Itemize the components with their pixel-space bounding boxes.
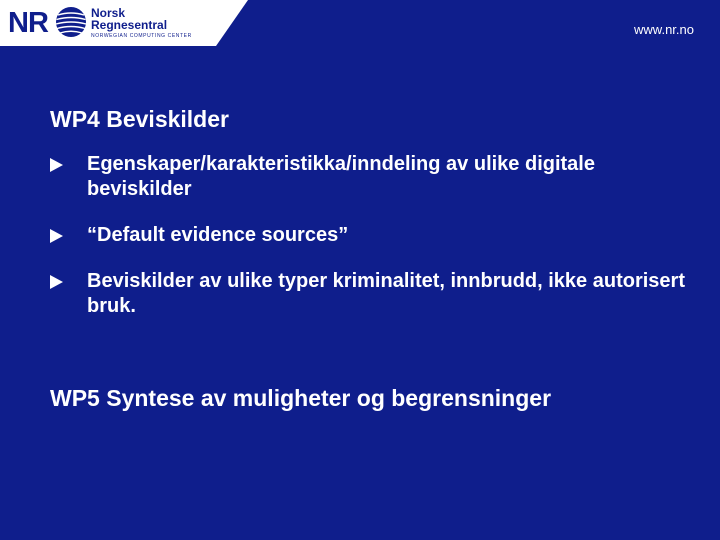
bullet-item	[50, 152, 700, 202]
logo-tagline: NORWEGIAN COMPUTING CENTER	[91, 33, 192, 39]
globe-icon	[55, 6, 87, 38]
bullet-item	[50, 223, 700, 248]
triangle-bullet-icon	[50, 229, 63, 243]
triangle-bullet-icon	[50, 158, 63, 172]
logo-name-line2: Regnesentral	[91, 18, 168, 32]
logo-name-line1: Norsk	[91, 6, 126, 20]
section-title-wp5: WP5 Syntese av muligheter og begrensninger	[50, 385, 552, 411]
triangle-bullet-icon	[50, 275, 63, 289]
section-title-wp4: WP4 Beviskilder	[50, 106, 229, 132]
website-url: www.nr.no	[634, 22, 694, 37]
bullet-text: Beviskilder av ulike typer kriminalitet, innbrudd, ikke autorisert bruk.	[87, 270, 685, 317]
bullet-text: “Default evidence sources”	[87, 224, 349, 246]
bullet-text: Egenskaper/karakteristikka/inndeling av ulike digitale beviskilder	[87, 153, 595, 200]
nr-logo	[0, 0, 248, 46]
bullet-item	[50, 269, 700, 319]
logo-mark: NR	[8, 7, 48, 39]
